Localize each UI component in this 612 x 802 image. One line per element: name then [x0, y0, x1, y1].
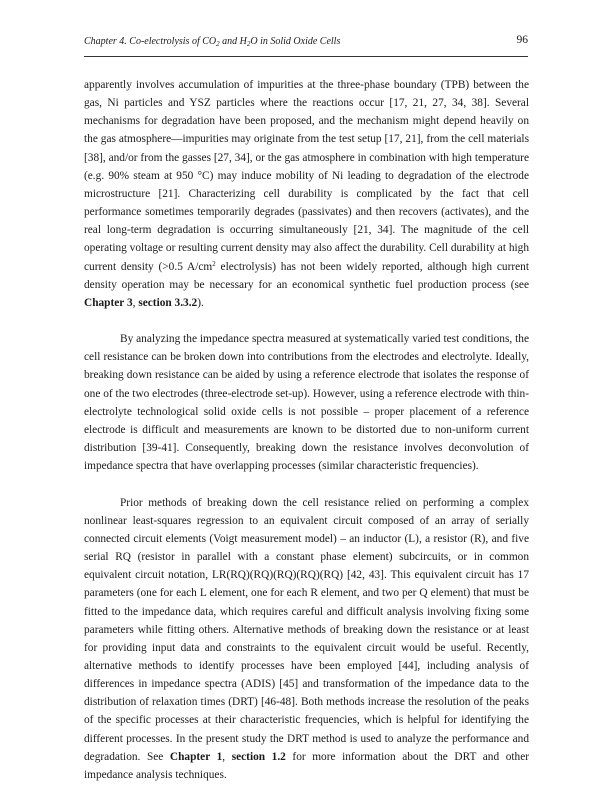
body-text — [84, 76, 529, 802]
chapter-1-ref: Chapter 1 — [169, 750, 223, 763]
paragraph-2: By analyzing the impedance spectra measured at systematically varied test conditions, the cell resistance can be broken down into contributions from the electrodes and electrolyte. Ideally, breaking down resistance can be aided by using a reference electrode that isolates the response of one of the two electrodes (three-electrode set-up). However, using a reference electrode with thin-electrolyte technological solid oxide cells is not possible – proper placement of a reference electrode is difficult and measurements are known to be distorted due to non-uniform current distribution [39-41]. Consequently, breaking down the resistance involves deconvolution of impedance spectra that have overlapping processes (similar characteristic frequencies). — [84, 333, 529, 473]
chapter-title: Chapter 4. Co-electrolysis of $CO_2$ and $H_2O$ in Solid Oxide Cells — [84, 36, 341, 48]
paragraph-1: apparently involves accumulation of impurities at the three-phase boundary (TPB) between the gas, Ni particles and YSZ particles where the reactions occur [17, 21, 27, 34, 38]. Several mechanisms for degradation have been proposed, and the mechanism might depend heavily on the gas atmosphere—impurities may originate from the test setup [17, 21], from the cell materials [38], and/or from the gasses [27, 34], or the gas atmosphere in combination with high temperature (e.g. 90% steam at 950 °C) may induce mobility of Ni leading to degradation of the electrode microstructure [21]. Characterizing cell durability is complicated by the fact that cell performance sometimes temporarily degrades (passivates) and then recovers (activates), and the real long-term degradation is occurring simultaneously [21, 34]. The magnitude of the cell operating voltage or resulting current density may also affect the durability. Cell durability at high current density (>0.5 $A/cm^2$ electrolysis) has not been widely reported, although high current density operation may be necessary for an economical synthetic fuel production process (see Chapter 3, section 3.3.2). — [84, 79, 529, 309]
section-1-2-ref: section 1.2 — [231, 750, 286, 763]
section-3-3-2-ref: section 3.3.2 — [138, 296, 198, 309]
header-rule — [84, 56, 528, 57]
paragraph-3: Prior methods of breaking down the cell resistance relied on performing a complex nonlinear least-squares regression to an equivalent circuit composed of an array of serially connected circuit elements (Voigt measurement model) – an inductor (L), a resistor (R), and five serial RQ (resistor in parallel with a constant phase element) subcircuits, or in common equivalent circuit notation, LR(RQ)(RQ)(RQ)(RQ)(RQ) [42, 43]. This equivalent circuit has 17 parameters (one for each L element, one for each R element, and two per Q element) that must be fitted to the impedance data, which requires careful and difficult analysis involving fixing some parameters while fitting others. Alternative methods of breaking down the resistance or at least for providing input data and constraints to the equivalent circuit would be useful. Recently, alternative methods to identify processes have been employed [44], including analysis of differences in impedance spectra (ADIS) [45] and transformation of the impedance data to the distribution of relaxation times (DRT) [46-48]. Both methods increase the resolution of the peaks of the specific processes at their characteristic frequencies, which is helpful for identifying the different processes. In the present study the DRT method is used to analyze the performance and degradation. See Chapter 1, section 1.2 for more information about the DRT and other impedance analysis techniques. — [84, 496, 530, 781]
chapter-3-ref: Chapter 3 — [84, 296, 133, 309]
running-header — [84, 34, 528, 52]
page-number: 96 — [516, 34, 528, 46]
